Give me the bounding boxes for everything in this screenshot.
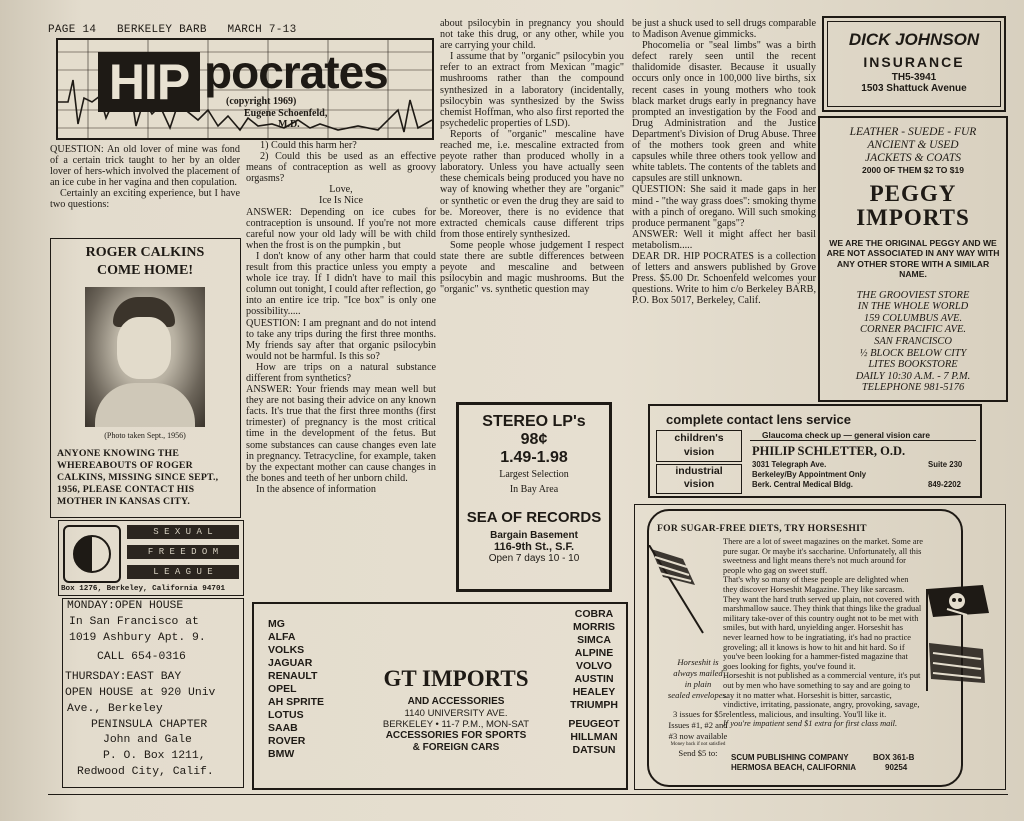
lens-suite: Suite 230 [928,460,963,469]
make-right: HEALEY [572,686,616,698]
gt-address: 1140 UNIVERSITY AVE. [404,708,508,719]
horseshit-para-3: Horseshit is not published as a commercial venture, it's put out by men who have something to say and are going to say it no matter what. Horseshit is bitter, sarcastic, vindictive, irritating, passionate, angry, provoking, savage, relentless, malicious, and insulting. You'll like it. [723,671,921,719]
gt-makes-right [566,608,622,757]
childrens-label: children's [674,432,724,444]
answer-pregnancy: ANSWER: Your friends may mean well but they are not basing their advice on any known facts. It's true that the first three months (first trimester) of pregnancy is the most critical time in the development of the fetus. But some substances can cause changes even late in pregnancy. Tetracycline, for example, taken by the expectant mother can cause changes in the bones and teeth of her unborn child. [246,384,436,484]
author-degree: M.D. [278,119,300,130]
vision-label-1: vision [683,446,715,458]
gt-foreign: & FOREIGN CARS [412,742,500,753]
make-left: AH SPRITE [268,696,325,708]
col3-para-2: I assume that by "organic" psilocybin you refer to an extract from Mexican "magic" mushrooms rather than the compound synthesized in a laboratory (incidentally, psilocybin was synthesized by the Swiss chemist Hoffman, who also first reported the psychedelic properties of LSD). [440,51,624,129]
peggy-store-line-9: TELEPHONE 981-5176 [861,382,965,394]
make-right: TRIUMPH [570,699,618,711]
column-4-text [632,18,816,306]
page-header [48,24,308,36]
peggy-store-line-8: DAILY 10:30 A.M. - 7 P.M. [855,370,971,382]
answer-ice-cube-cont: I don't know of any other harm that could result from this practice unless you empty a whole ice tray. If I didn't have to mail this column out tonight, I could after reflection, go into an entire ice trip. "Ice box" is only one possibility..... [246,250,436,318]
child-photo [85,287,205,427]
peggy-store-line-3: 159 COLUMBUS AVE. [863,312,963,324]
dick-johnson-insurance-ad [822,16,1006,112]
stereo-area: In Bay Area [509,484,559,495]
signoff-love: Love, [329,184,353,196]
monday-address: 1019 Ashbury Apt. 9. [69,631,206,644]
photo-face [117,317,171,379]
publisher-city: HERMOSA BEACH, CALIFORNIA [731,763,857,772]
horseshit-body [723,537,923,729]
issues-guarantee: Money back if not satisfied [670,742,726,747]
hip-logo-block: HIP [98,52,200,112]
paper-name: BERKELEY BARB [117,24,207,36]
peggy-store-line-4: CORNER PACIFIC AVE. [859,324,967,336]
chapter-city: Redwood City, Calif. [77,765,214,778]
thursday-city: Ave., Berkeley [67,702,163,715]
question-ice-cube: QUESTION: An old lover of mine was fond of a certain trick taught to her by an older lover of hers-which involved the placement of an ice cube in her vagina and then copulation. [50,144,240,189]
make-right: MORRIS [573,621,615,633]
issue-date: MARCH 7-13 [227,24,297,36]
copyright-notice: (copyright 1969) [226,96,297,107]
issues-line-3: #3 now available [668,731,728,741]
peggy-store-line-1: THE GROOVIEST STORE [856,289,970,301]
publisher-name: SCUM PUBLISHING COMPANY [731,753,849,762]
peggy-name-2: IMPORTS [856,205,970,230]
peggy-line-2: ANCIENT & USED [867,139,959,151]
make-right: SIMCA [577,634,611,646]
missing-subtitle: COME HOME! [96,263,194,278]
answer-pregnancy-cont: In the absence of information [256,483,376,495]
sexual-freedom-league-ad [58,520,244,596]
call-number: CALL 654-0316 [97,651,186,664]
make-right: AUSTIN [574,673,614,685]
peninsula-chapter: PENINSULA CHAPTER [91,718,208,731]
horseshit-magazine-ad [634,504,1006,790]
lens-title: complete contact lens service [666,412,851,427]
col4-dear-dr: DEAR DR. HIP POCRATES is a collection of letters and answers published by Grove Press. $5.00 Dr. Schoenfeld welcomes your questions. Write to him c/o Berkeley BARB, P.O. Box 5017, Berkeley, Calif. [632,250,816,307]
stereo-price-1: 98¢ [520,431,548,448]
make-left: MG [268,618,285,630]
gt-makes-left [268,618,348,761]
make-left: RENAULT [268,670,318,682]
peggy-store-line-2: IN THE WHOLE WORLD [857,301,969,313]
horseshit-impatient: If you're impatient send $1 extra for first class mail. [723,719,898,729]
open-house-listing [62,598,244,788]
photo-shoulders [95,383,195,427]
horseshit-sidebar [665,657,731,759]
store-address: 116-9th St., S.F. [493,541,575,553]
make-right: HILLMAN [570,731,618,743]
gt-imports-ad [252,602,628,790]
insurance-label: INSURANCE [863,54,965,70]
thursday-address: OPEN HOUSE at 920 Univ [65,686,216,699]
send-to: Send $5 to: [678,748,718,758]
answer-ice-cube: ANSWER: Depending on ice cubes for contraception is unsound. If you're not more careful now your old lady will be with child when the frost is on the pumpkin , but [246,206,436,251]
contact-lens-ad [648,404,982,498]
missing-title: ROGER CALKINS [85,245,205,260]
stereo-price-2: 1.49-1.98 [500,449,568,466]
col4-para-2: Phocomelia or "seal limbs" was a birth defect rarely seen until the recent thalidomide disaster. Because it usually occurs only once in 100,000 live births, six recent cases in young mothers who took black market drugs early in pregnancy have prompted an investigation by the Food and Drug Administration and the Justice Department's Division of Drug Abuse. Three of the mothers took green and white capsules while three others took yellow and white tablets. The contents of the tablets and capsules are still unknown. [632,40,816,185]
yin-yang-icon [73,535,111,573]
stereo-title: STEREO LP's [482,413,586,430]
question-natural-vs-synthetic: How are trips on a natural substance different from synthetics? [246,361,436,384]
issues-line-2: Issues #1, #2 and [668,720,728,730]
stereo-selection: Largest Selection [499,469,569,480]
peggy-original-notice: WE ARE THE ORIGINAL PEGGY AND WE ARE NOT ASSOCIATED IN ANY WAY WITH ANY OTHER STORE WITH A SIMILAR NAME. [826,238,1000,280]
lens-divider [750,440,976,441]
peggy-store-line-7: LITES BOOKSTORE [868,359,958,371]
col3-para-3: Reports of "organic" mescaline have reached me, i.e. mescaline extracted from peyote rather than produced wholly in a laboratory. Unless you have actually seen these chemicals being produced you have no way of knowing whether they are "organic" or synthetic or even the drug they are said to be. Moreover, there is no evidence that extracted chemicals cause different trips from those entirely synthesized. [440,128,624,240]
sfl-word-1: S E X U A L [127,525,239,539]
agent-address: 1503 Shattuck Avenue [861,83,967,94]
monday-location: In San Francisco at [69,615,199,628]
make-left: ROVER [268,735,306,747]
peggy-store-line-5: SAN FRANCISCO [874,336,952,347]
col3-para-1: about psilocybin in pregnancy you should not take this drug, or any other, while you are carrying your child. [440,18,624,52]
agent-name: DICK JOHNSON [848,30,980,49]
bottom-rule [48,794,1008,795]
chapter-contacts: John and Gale [103,734,192,747]
skull-crossbones-icon [923,583,1003,693]
chapter-po-box: P. O. Box 1211, [103,750,206,763]
glaucoma-line: Glaucoma check up — general vision care [762,430,931,440]
store-name: SEA OF RECORDS [466,509,602,526]
gt-accessories: AND ACCESSORIES [407,696,505,707]
photo-caption: (Photo taken Sept., 1956) [104,431,186,440]
side-line-4: sealed envelopes. [667,690,729,700]
peggy-line-1: LEATHER - SUEDE - FUR [849,126,977,138]
store-hours: Open 7 days 10 - 10 [488,553,580,564]
question-ice-cube-intro: Certainly an exciting experience, but I have two questions: [50,188,240,211]
lens-address-2: Berkeley/By Appointment Only [752,470,867,479]
lens-phone: 849-2202 [928,480,961,489]
lens-address-3: Berk. Central Medical Bldg. [752,480,853,489]
make-right: DATSUN [572,744,616,756]
publisher-box: BOX 361-B [873,753,915,762]
column-masthead [56,38,434,140]
lens-address-1: 3031 Telegraph Ave. [752,460,827,469]
gt-sports: ACCESSORIES FOR SPORTS [385,730,527,741]
make-left: LOTUS [268,709,304,721]
issues-line-1: 3 issues for $5 [673,709,723,719]
col4-para-1: be just a shuck used to sell drugs comparable to Madison Avenue gimmicks. [632,18,816,41]
industrial-label: industrial [675,465,723,477]
make-left: BMW [268,748,295,760]
column-2-text [246,140,436,495]
signoff-name: Ice Is Nice [318,195,364,207]
column-1-text [50,144,240,211]
make-left: ALFA [268,631,296,643]
thursday-open-house: THURSDAY:EAST BAY [65,671,182,684]
author-name: Eugene Schoenfeld, [244,108,328,119]
peggy-store-info [820,290,1006,394]
childrens-vision-box [656,430,742,462]
ad-inner-border [827,21,1001,107]
optometrist-name: PHILIP SCHLETTER, O.D. [752,444,906,458]
industrial-vision-box [656,464,742,494]
make-left: SAAB [268,722,298,734]
agent-phone: TH5-3941 [891,72,937,83]
make-right: COBRA [574,608,614,620]
peggy-store-line-6: ½ BLOCK BELOW CITY [859,347,967,359]
make-left: OPEL [268,683,297,695]
publisher-zip: 90254 [885,763,908,772]
make-right: ALPINE [574,647,614,659]
vision-label-2: vision [683,478,715,490]
side-line-3: in plain [684,679,712,689]
peggy-price: 2000 OF THEM $2 TO $19 [862,165,964,175]
peggy-line-3: JACKETS & COATS [864,152,962,164]
horseshit-para-1: There are a lot of sweet magazines on the market. Some are pure sugar. Or maybe it's saccharine. Unfortunately, all this sweetness and light means there's not much around for people who gag on sweet stuff. [723,537,923,575]
missing-notice-text: ANYONE KNOWING THE WHEREABOUTS OF ROGER CALKINS, MISSING SINCE SEPT., 1956, PLEASE CONTACT HIS MOTHER IN KANSAS CITY. [57,448,219,507]
flag-icon [643,545,707,635]
question-contraception: 2) Could this be used as an effective means of contraception as well as groovy orgasms? [246,151,436,185]
make-right: VOLVO [576,660,612,672]
make-left: JAGUAR [268,657,313,669]
col4-answer: ANSWER: Well it might affect her basil metabolism..... [632,228,816,251]
sea-of-records-ad [456,402,612,592]
col4-question: QUESTION: She said it made gaps in her mind - "the way grass does": smoking thyme with a pinch of oregano. Will such smoking produce permanent "gaps"? [632,184,816,229]
sfl-word-2: F R E E D O M [127,545,239,559]
gt-hours: BERKELEY • 11-7 P.M., MON-SAT [382,719,530,730]
make-right: PEUGEOT [568,718,620,730]
col3-para-4: Some people whose judgement I respect state there are subtle differences between peyote and mescaline and between psilocybin and magic mushrooms. But the "organic" vs. synthetic question may [440,239,624,296]
side-line-2: always mailed [673,668,723,678]
sfl-word-3: L E A G U E [127,565,239,579]
pocrates-logo-text: pocrates [204,46,388,98]
monday-open-house: MONDAY:OPEN HOUSE [67,600,184,612]
horseshit-headline: FOR SUGAR-FREE DIETS, TRY HORSESHIT [657,523,867,534]
column-3-text [440,18,624,295]
make-left: VOLKS [268,644,305,656]
side-line-1: Horseshit is [677,657,719,667]
question-pregnant: QUESTION: I am pregnant and do not intend to take any trips during the first three months. My friends say after that organic psilocybin would not be harmful. Is this so? [246,317,436,362]
horseshit-para-2: That's why so many of these people are delighted when they discover Horseshit Magazine. They like sarcasm. They want the hard truth served up plain, not covered with marshmallow sauce. They think that things like the gradual military take-over of this country ought not to be met with smiles, but with hard, unyielding anger. Horseshit has never learned how to be ingratiating, it's had no practice groveling; all it knows is how to hit and hit hard. So if you've been looking for a hammer-fisted magazine that goes looking for fights, you've found it. [723,575,922,671]
sfl-address: Box 1276, Berkeley, California 94701 [61,585,226,593]
sfl-logo [63,525,121,583]
store-basement: Bargain Basement [490,530,578,541]
gt-title: GT IMPORTS [383,666,529,691]
peggy-imports-ad [818,116,1008,402]
peggy-name-1: PEGGY [869,181,957,206]
page-number: PAGE 14 [48,24,97,36]
question-harm: 1) Could this harm her? [260,140,357,151]
missing-person-ad [50,238,241,518]
